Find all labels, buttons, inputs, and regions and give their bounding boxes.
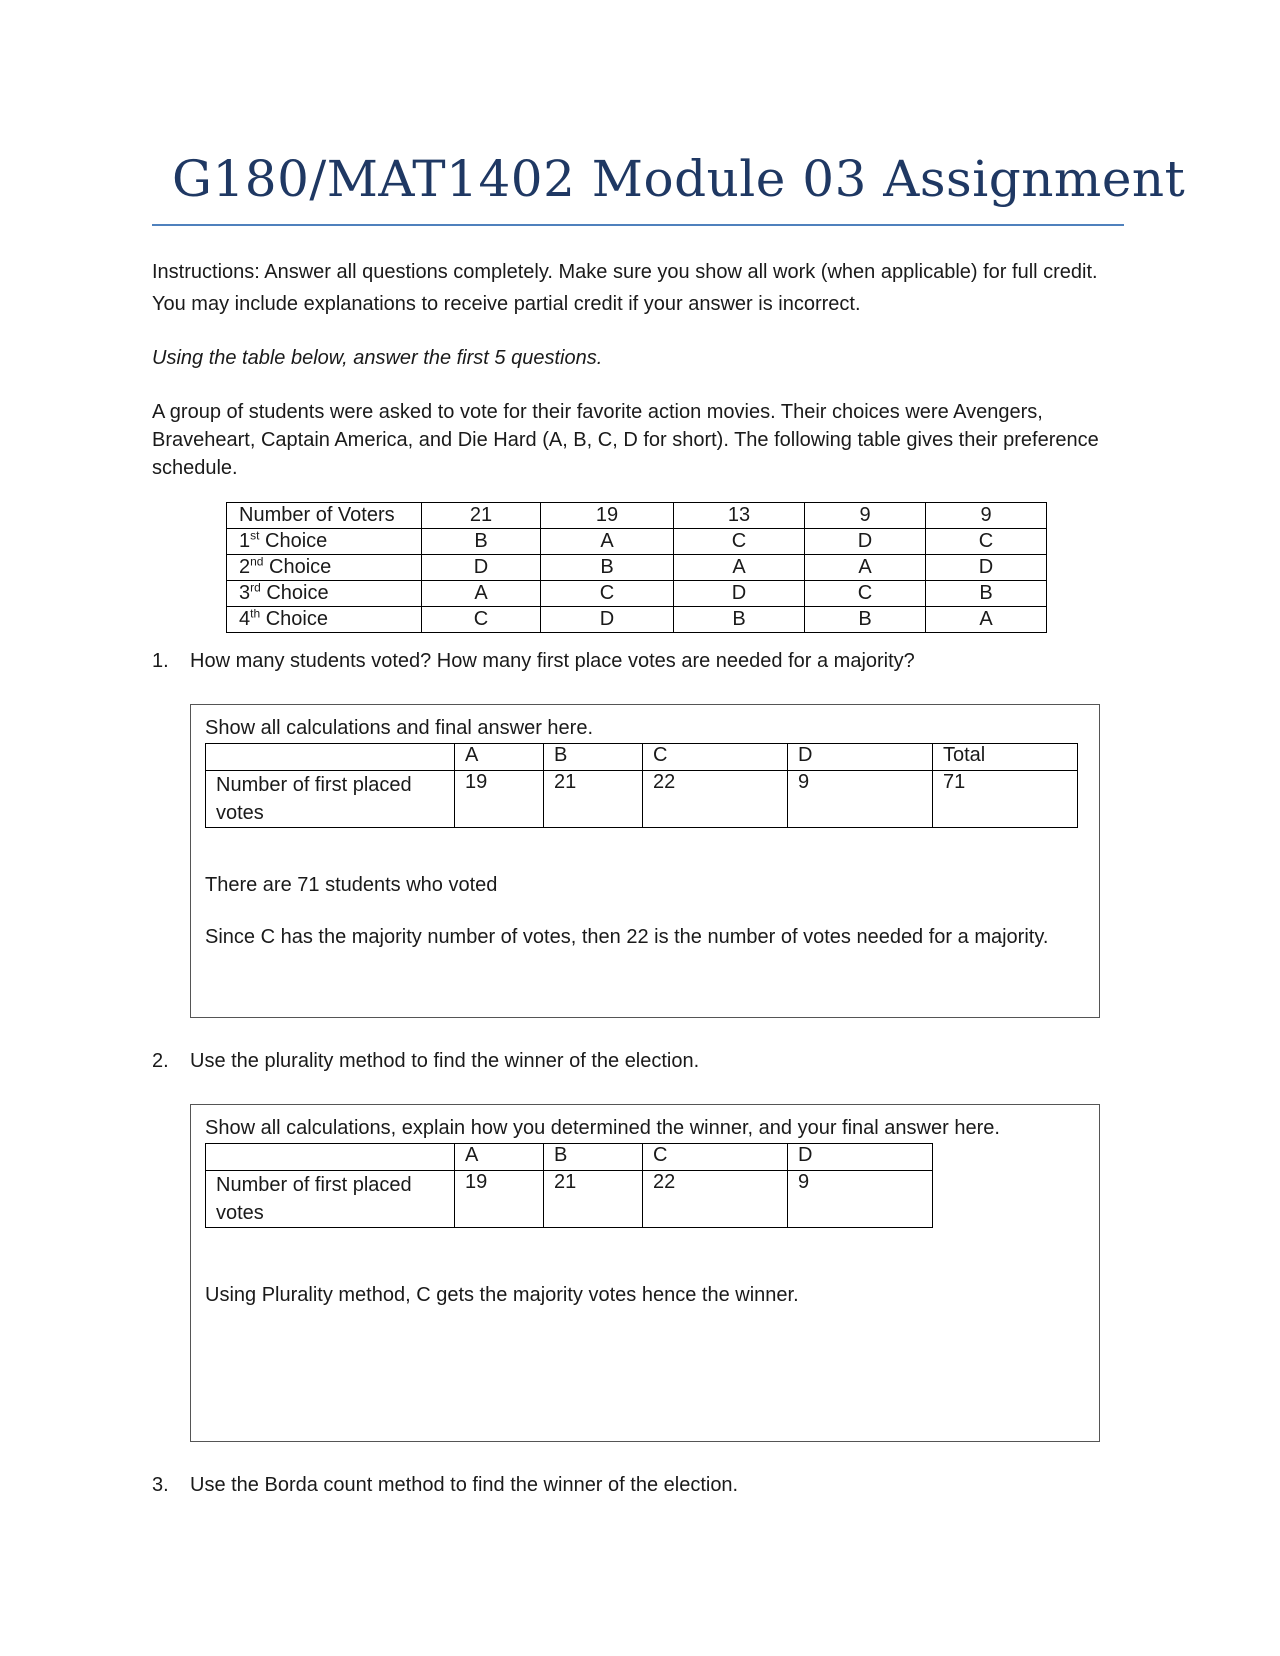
- table-cell: C: [422, 607, 541, 633]
- table-row: [206, 1171, 933, 1228]
- table-cell: A: [541, 529, 674, 555]
- answer-text: Since C has the majority number of votes, then 22 is the number of votes needed for a majority.: [205, 926, 1049, 948]
- choice-label: 4th Choice: [227, 607, 422, 633]
- table-cell: 9: [805, 503, 926, 529]
- table-cell: 21: [544, 1171, 643, 1228]
- table-row: [206, 1144, 933, 1171]
- first-place-votes-table: [205, 743, 1078, 828]
- table-cell: B: [674, 607, 805, 633]
- table-cell: 13: [674, 503, 805, 529]
- preference-schedule-table: [226, 502, 1047, 633]
- table-header: Total: [933, 744, 1078, 771]
- table-row: [227, 529, 1047, 555]
- question-2: [152, 1050, 699, 1073]
- table-cell: D: [422, 555, 541, 581]
- table-cell: 22: [643, 771, 788, 828]
- table-cell: D: [805, 529, 926, 555]
- table-header: C: [643, 1144, 788, 1171]
- table-header: B: [544, 1144, 643, 1171]
- table-cell: A: [674, 555, 805, 581]
- choice-label: 1st Choice: [227, 529, 422, 555]
- answer-box-1[interactable]: [190, 704, 1100, 1018]
- answer-box-header: Show all calculations, explain how you determined the winner, and your final answer here.: [205, 1117, 1000, 1139]
- choice-label: 2nd Choice: [227, 555, 422, 581]
- question-text: Use the plurality method to find the winner of the election.: [190, 1050, 700, 1072]
- table-row: [227, 607, 1047, 633]
- table-cell: 9: [788, 771, 933, 828]
- table-cell: 19: [541, 503, 674, 529]
- question-number: 1.: [152, 650, 169, 672]
- table-cell: 9: [788, 1171, 933, 1228]
- table-cell: C: [926, 529, 1047, 555]
- question-text: How many students voted? How many first place votes are needed for a majority?: [190, 650, 915, 672]
- table-cell: B: [926, 581, 1047, 607]
- table-cell: B: [422, 529, 541, 555]
- table-cell: A: [805, 555, 926, 581]
- question-text: Use the Borda count method to find the winner of the election.: [190, 1474, 739, 1496]
- table-header: A: [455, 1144, 544, 1171]
- row-label: Number of first placed votes: [206, 1171, 455, 1228]
- table-cell: [206, 744, 455, 771]
- table-cell: 22: [643, 1171, 788, 1228]
- table-cell: [206, 1144, 455, 1171]
- table-intro-text: Using the table below, answer the first 5 questions.: [152, 347, 603, 369]
- page-title: G180/MAT1402 Module 03 Assignment: [172, 150, 1186, 208]
- question-number: 2.: [152, 1050, 169, 1072]
- table-cell: D: [926, 555, 1047, 581]
- answer-text: Using Plurality method, C gets the majority votes hence the winner.: [205, 1284, 799, 1306]
- table-header: D: [788, 1144, 933, 1171]
- table-row: [227, 581, 1047, 607]
- table-header: D: [788, 744, 933, 771]
- answer-box-2[interactable]: [190, 1104, 1100, 1442]
- table-cell: 19: [455, 1171, 544, 1228]
- question-number: 3.: [152, 1474, 169, 1496]
- table-header: C: [643, 744, 788, 771]
- row-label: Number of first placed votes: [206, 771, 455, 828]
- table-cell: 9: [926, 503, 1047, 529]
- first-place-votes-table: [205, 1143, 933, 1228]
- question-3: [152, 1474, 738, 1497]
- table-header: A: [455, 744, 544, 771]
- table-cell: 21: [544, 771, 643, 828]
- table-cell: C: [541, 581, 674, 607]
- answer-box-header: Show all calculations and final answer here.: [205, 717, 593, 739]
- table-row: [206, 744, 1078, 771]
- answer-text: There are 71 students who voted: [205, 874, 498, 896]
- scenario-text: A group of students were asked to vote for their favorite action movies. Their choices were Avengers, Braveheart, Captain America, and Die Hard (A, B, C, D for short). The following table gives their preference schedule.: [152, 401, 1099, 479]
- table-cell: C: [674, 529, 805, 555]
- voters-label: Number of Voters: [227, 503, 422, 529]
- table-cell: D: [541, 607, 674, 633]
- choice-label: 3rd Choice: [227, 581, 422, 607]
- title-divider: [152, 224, 1124, 226]
- question-1: [152, 650, 915, 673]
- table-row: [227, 503, 1047, 529]
- table-row: [227, 555, 1047, 581]
- table-cell: A: [926, 607, 1047, 633]
- table-cell: A: [422, 581, 541, 607]
- table-cell: B: [805, 607, 926, 633]
- instructions-text: Instructions: Answer all questions completely. Make sure you show all work (when applicable) for full credit. You may include explanations to receive partial credit if your answer is incorrect.: [152, 261, 1098, 315]
- table-cell: 19: [455, 771, 544, 828]
- table-cell: 21: [422, 503, 541, 529]
- table-cell: B: [541, 555, 674, 581]
- table-row: [206, 771, 1078, 828]
- table-cell: 71: [933, 771, 1078, 828]
- table-cell: C: [805, 581, 926, 607]
- table-header: B: [544, 744, 643, 771]
- table-cell: D: [674, 581, 805, 607]
